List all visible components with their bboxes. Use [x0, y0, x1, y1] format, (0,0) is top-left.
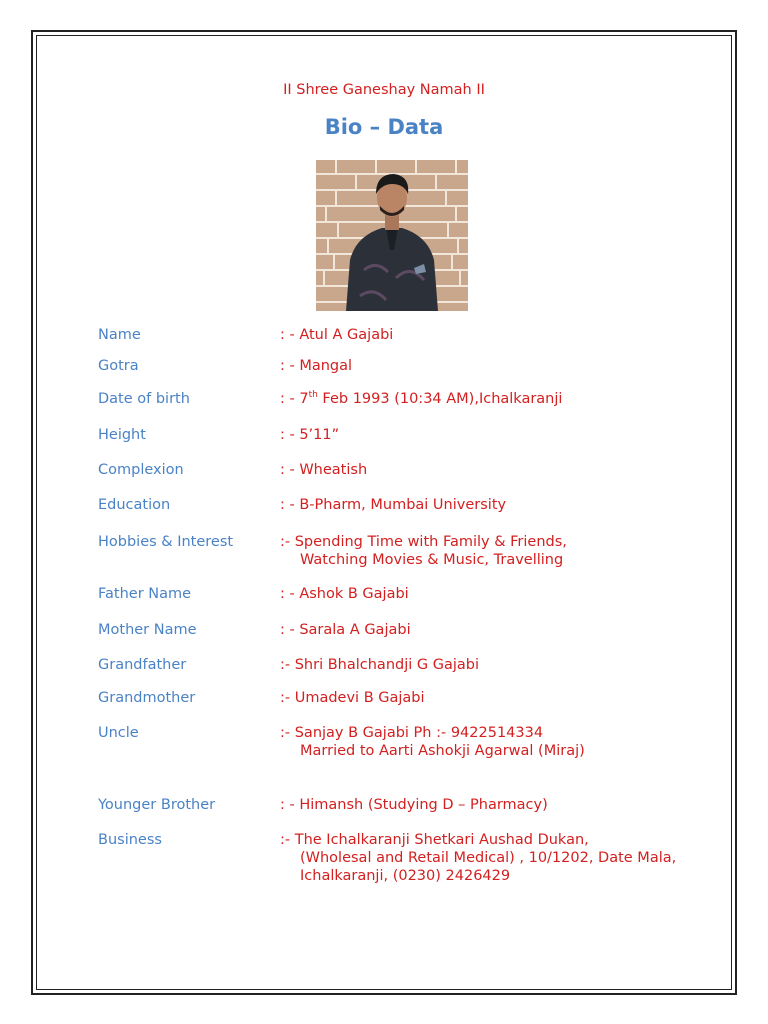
field-value: : - Ashok B Gajabi: [280, 586, 409, 602]
field-value: : - Himansh (Studying D – Pharmacy): [280, 797, 548, 813]
page-title: Bio – Data: [324, 115, 444, 139]
field-value: [280, 390, 562, 408]
field-label: Complexion: [98, 462, 184, 478]
value-line: :- The Ichalkaranji Shetkari Aushad Dukan,: [280, 832, 589, 848]
invocation-heading: II Shree Ganeshay Namah II: [283, 82, 485, 98]
dob-prefix: : - 7: [280, 391, 309, 407]
field-value: :- Umadevi B Gajabi: [280, 690, 425, 706]
field-label: Hobbies & Interest: [98, 534, 234, 550]
field-value: : - Mangal: [280, 358, 353, 374]
field-label: Grandmother: [98, 690, 196, 706]
value-line: :- Spending Time with Family & Friends,: [280, 534, 567, 550]
field-value: : - Atul A Gajabi: [280, 327, 394, 343]
field-label: Height: [98, 427, 146, 443]
profile-photo: [316, 160, 468, 311]
dob-suffix: Feb 1993 (10:34 AM),Ichalkaranji: [317, 391, 563, 407]
field-label: Education: [98, 497, 171, 513]
value-line: (Wholesal and Retail Medical) , 10/1202, Date Mala,: [300, 850, 677, 866]
field-label: Gotra: [98, 358, 139, 374]
value-line: Ichalkaranji, (0230) 2426429: [300, 868, 511, 884]
field-label: Name: [98, 327, 141, 343]
field-label: Grandfather: [98, 657, 187, 673]
field-value: : - Sarala A Gajabi: [280, 622, 411, 638]
value-line: Watching Movies & Music, Travelling: [300, 552, 564, 568]
field-value: :- Shri Bhalchandji G Gajabi: [280, 657, 479, 673]
field-label: Business: [98, 832, 162, 848]
person-portrait-icon: [316, 160, 468, 311]
field-label: Father Name: [98, 586, 192, 602]
field-value: [280, 831, 676, 885]
dob-ordinal: th: [308, 390, 318, 401]
field-value: : - Wheatish: [280, 462, 368, 478]
value-line: Married to Aarti Ashokji Agarwal (Miraj): [300, 743, 585, 759]
field-label: Younger Brother: [98, 797, 216, 813]
field-label: Date of birth: [98, 391, 190, 407]
field-label: Uncle: [98, 725, 139, 741]
field-label: Mother Name: [98, 622, 197, 638]
value-line: :- Sanjay B Gajabi Ph :- 9422514334: [280, 725, 544, 741]
field-value: : - 5’11”: [280, 427, 340, 443]
field-value: [280, 724, 585, 760]
field-value: : - B-Pharm, Mumbai University: [280, 497, 507, 513]
field-value: [280, 533, 567, 569]
